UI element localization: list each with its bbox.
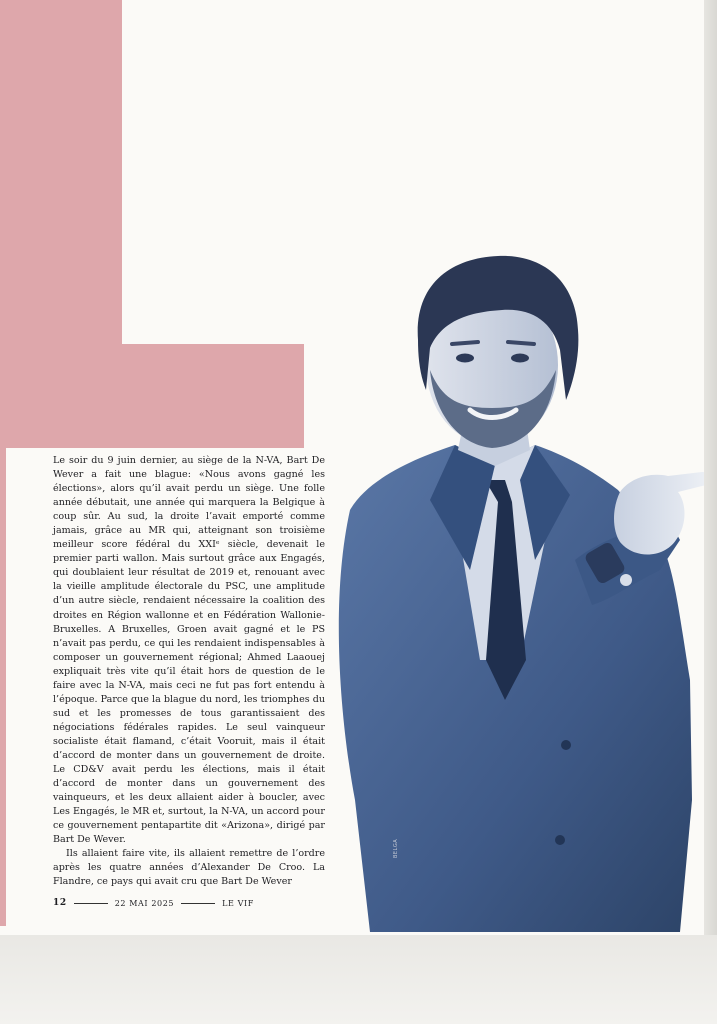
photo-credit: BELGA: [393, 838, 399, 858]
scan-background: [0, 935, 717, 1024]
article-body: [53, 454, 325, 889]
issue-date: 22 MAI 2025: [114, 898, 175, 908]
decorative-margin-bar: [0, 448, 6, 926]
article-paragraph: Le soir du 9 juin dernier, au siège de la N-VA, Bart De Wever a fait une blague: «Nous avons gagné les élections», alors qu’il avait perdu un siège. Une folle année débutait, une année qui marquera la Belgique à coup sûr. Au sud, la droite l’avait emporté comme jamais, grâce au MR qui, atteignant son troisième meilleur score fédéral du XXIᵉ siècle, devenait le premier parti wallon. Mais surtout grâce aux Engagés, qui doublaient leur résultat de 2019 et, renouant avec la vieille amplitude électorale du PSC, une amplitude d’un autre siècle, rendaient nécessaire la coalition des droites en Région wallonne et en Fédération Wallonie-Bruxelles. A Bruxelles, Groen avait gagné et le PS n’avait pas perdu, ce qui les rendaient indispensables à composer un gouvernement régional; Ahmed Laaouej expliquait très vite qu’il était hors de question de le faire avec la N-VA, mais ceci ne fut pas fort entendu à l’époque. Parce que la blague du nord, les triomphes du sud et les promesses de tous garantissaient des négociations fédérales rapides. Le seul vainqueur socialiste était flamand, c’était Vooruit, mais il était d’accord de monter dans un gouvernement de droite. Le CD&V avait perdu les élections, mais il était d’accord de monter dans un gouvernement des vainqueurs, et les deux allaient aider à boucler, avec Les Engagés, le MR et, surtout, la N-VA, un accord pour ce gouvernement pentapartite dit «Arizona», dirigé par Bart De Wever.: [53, 455, 325, 846]
footer-divider: [74, 903, 108, 904]
page-gutter-shadow: [704, 0, 717, 935]
page-footer: [53, 896, 254, 910]
footer-divider: [181, 903, 215, 904]
magazine-name: LE VIF: [222, 898, 254, 908]
page-number: 12: [53, 898, 67, 908]
portrait-photo: [330, 240, 717, 932]
decorative-letter-l-horizontal: [0, 344, 304, 448]
article-paragraph: Ils allaient faire vite, ils allaient remettre de l’ordre après les quatre années d’Alexander De Croo. La Flandre, ce pays qui avait cru que Bart De Wever: [53, 848, 325, 888]
